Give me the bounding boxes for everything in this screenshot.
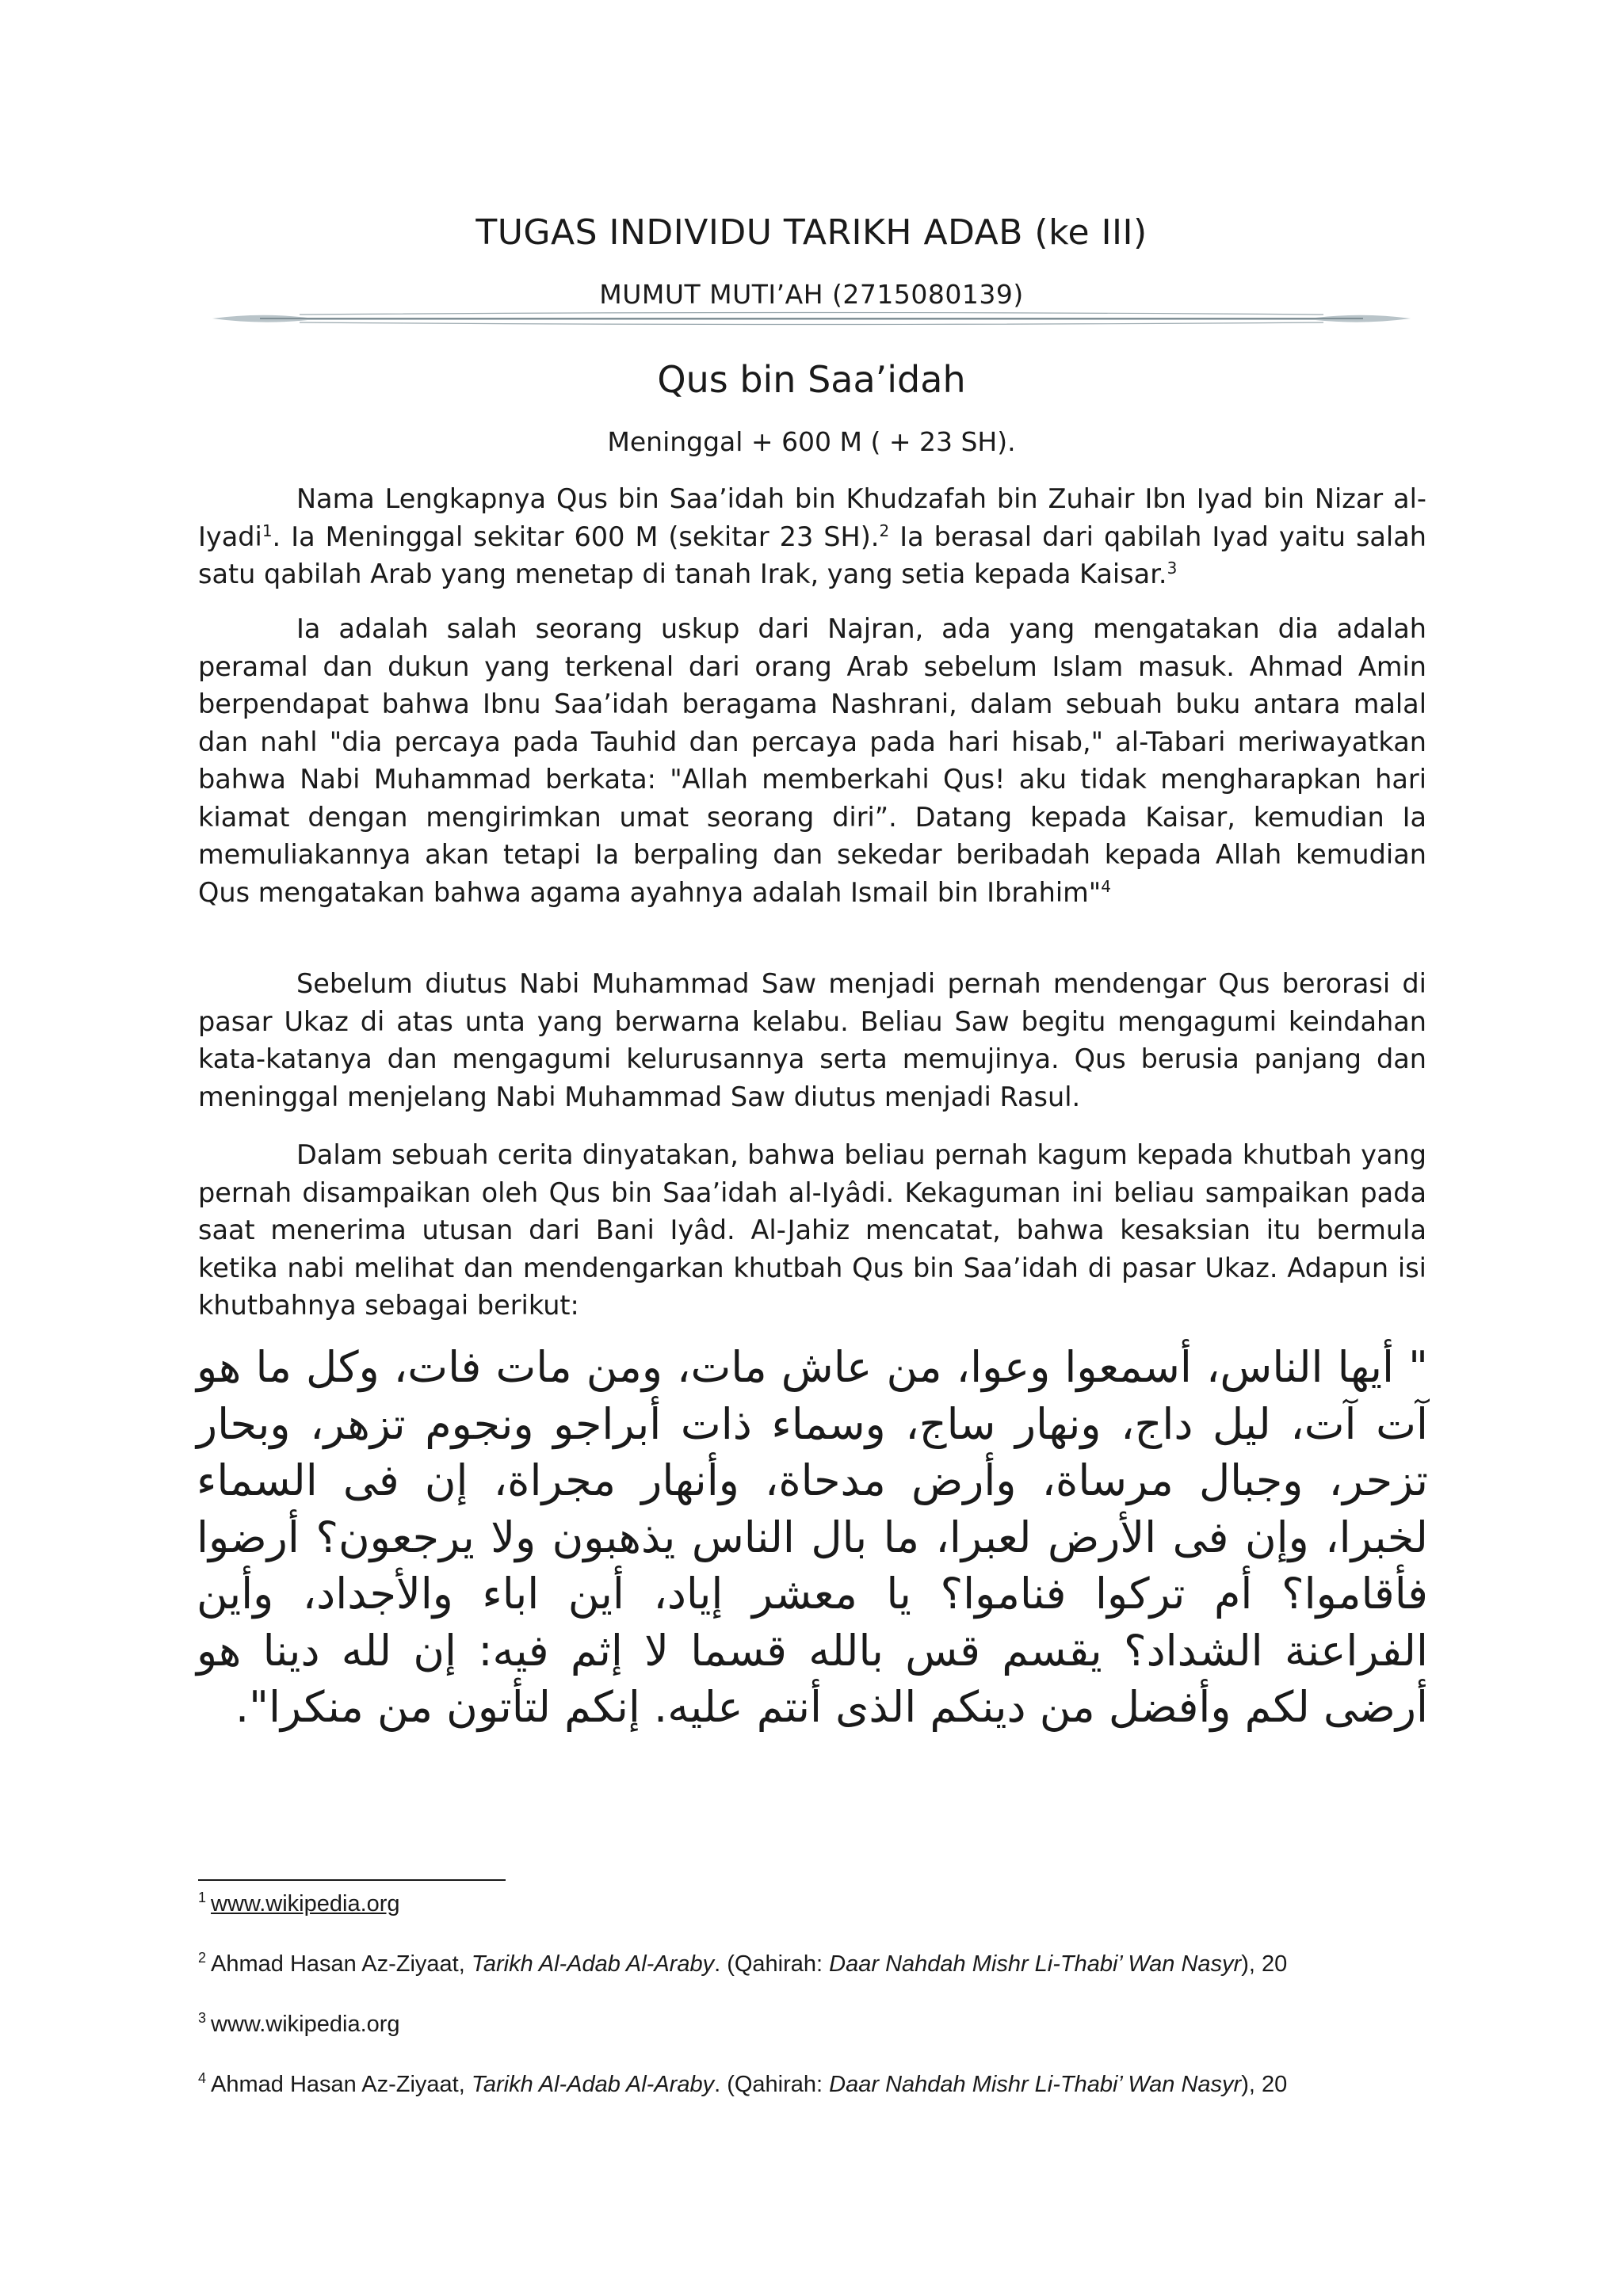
paragraph-1 [198,480,1426,593]
document-title: TUGAS INDIVIDU TARIKH ADAB (ke III) [475,212,1148,253]
footnote-3-text: www.wikipedia.org [211,2012,400,2037]
footnote-ref-1[interactable]: 1 [262,521,273,540]
paragraph-2-text: Ia adalah salah seorang uskup dari Najran, ada yang mengatakan dia adalah peramal dan dukun yang terkenal dari orang Arab sebelum Islam masuk. Ahmad Amin berpendapat bahwa Ibnu Saa’idah beragama Nashrani, dalam sebuah buku antara malal dan nahl "dia percaya pada Tauhid dan percaya pada hari hisab," al-Tabari meriwayatkan bahwa Nabi Muhammad berkata: "Allah memberkahi Qus! aku tidak mengharapkan hari kiamat dengan mengirimkan umat seorang diri”. Datang kepada Kaisar, kemudian Ia memuliakannya akan tetapi Ia berpaling dan sekedar beribadah kepada Allah kemudian Qus mengatakan bahwa agama ayahnya adalah Ismail bin Ibrahim" [198,613,1426,908]
paragraph-1-text-b: . Ia Meninggal sekitar 600 M (sekitar 23 SH). [272,521,880,552]
footnote-ref-4[interactable]: 4 [1101,876,1111,896]
article-title: Qus bin Saa’idah [657,358,966,401]
footnote-2-publisher: Daar Nahdah Mishr Li-Thabi’ Wan Nasyr [829,1951,1242,1977]
paragraph-3-text: Sebelum diutus Nabi Muhammad Saw menjadi pernah mendengar Qus berorasi di pasar Ukaz di atas unta yang berwarna kelabu. Beliau Saw begitu mengagumi keindahan kata-katanya dan mengagumi kelurusannya serta memujinya. Qus berusia panjang dan meninggal menjelang Nabi Muhammad Saw diutus menjadi Rasul. [198,968,1426,1112]
footnote-2-book: Tarikh Al-Adab Al-Araby [471,1951,715,1977]
footnote-ref-3[interactable]: 3 [1167,558,1178,578]
footnote-separator [198,1879,506,1881]
footnote-2-mid: . (Qahirah: [714,1951,830,1977]
paragraph-4 [198,1136,1426,1325]
arabic-sermon-quote: " أيها الناس، أسمعوا وعوا، من عاش مات، ومن مات فات، وكل ما هو آت آت، ليل داج، ونهار ساج، وسماء ذات أبراجو ونجوم تزهر، وبحار تزحر، وجبال مرساة، وأرض مدحاة، وأنهار مجراة، إن فى السماء لخبرا، وإن فى الأرض لعبرا، ما بال الناس يذهبون ولا يرجعون؟ أرضوا فأقاموا؟ أم تركوا فناموا؟ يا معشر إياد، أين اباء والأجداد، وأين الفراعنة الشداد؟ يقسم قس بالله قسما لا إثم فيه: إن لله دينا هو أرضى لكم وأفضل من دينكم الذى أنتم عليه. إنكم لتأتون من منكرا". [197,1342,1428,1732]
footnote-2-number: 2 [198,1950,207,1966]
decorative-divider [212,309,1411,328]
footnote-2 [198,1951,1434,1978]
footnote-4 [198,2071,1434,2098]
paragraph-3 [198,965,1426,1116]
footnote-1-number: 1 [198,1890,207,1906]
paragraph-4-text: Dalam sebuah cerita dinyatakan, bahwa beliau pernah kagum kepada khutbah yang pernah disampaikan oleh Qus bin Saa’idah al-Iyâdi. Kekaguman ini beliau sampaikan pada saat menerima utusan dari Bani Iyâd. Al-Jahiz mencatat, bahwa kesaksian itu bermula ketika nabi melihat dan mendengarkan khutbah Qus bin Saa’idah di pasar Ukaz. Adapun isi khutbahnya sebagai berikut: [198,1139,1426,1321]
footnote-1-link[interactable]: www.wikipedia.org [211,1891,400,1917]
footnote-2-end: ), 20 [1241,1951,1288,1977]
footnote-4-mid: . (Qahirah: [714,2072,830,2097]
author-line: MUMUT MUTI’AH (2715080139) [599,279,1024,310]
footnote-1 [198,1890,1434,1917]
footnote-4-number: 4 [198,2070,207,2087]
paragraph-1-text-a: Nama Lengkapnya Qus bin Saa’idah bin Khudzafah bin Zuhair Ibn Iyad bin Nizar al-Iyadi [198,483,1426,552]
footnote-3 [198,2011,1434,2038]
footnote-ref-2[interactable]: 2 [879,521,890,540]
footnote-4-end: ), 20 [1241,2072,1288,2097]
footnote-4-publisher: Daar Nahdah Mishr Li-Thabi’ Wan Nasyr [829,2072,1242,2097]
footnote-4-author: Ahmad Hasan Az-Ziyaat, [211,2072,472,2097]
paragraph-1-text-c: Ia berasal dari qabilah Iyad yaitu salah satu qabilah Arab yang menetap di tanah Irak, yang setia kepada Kaisar. [198,521,1426,589]
article-subtitle: Meninggal + 600 M ( + 23 SH). [607,426,1016,457]
paragraph-2 [198,610,1426,911]
footnote-4-book: Tarikh Al-Adab Al-Araby [471,2072,715,2097]
footnote-2-author: Ahmad Hasan Az-Ziyaat, [211,1951,472,1977]
footnote-3-number: 3 [198,2010,207,2027]
